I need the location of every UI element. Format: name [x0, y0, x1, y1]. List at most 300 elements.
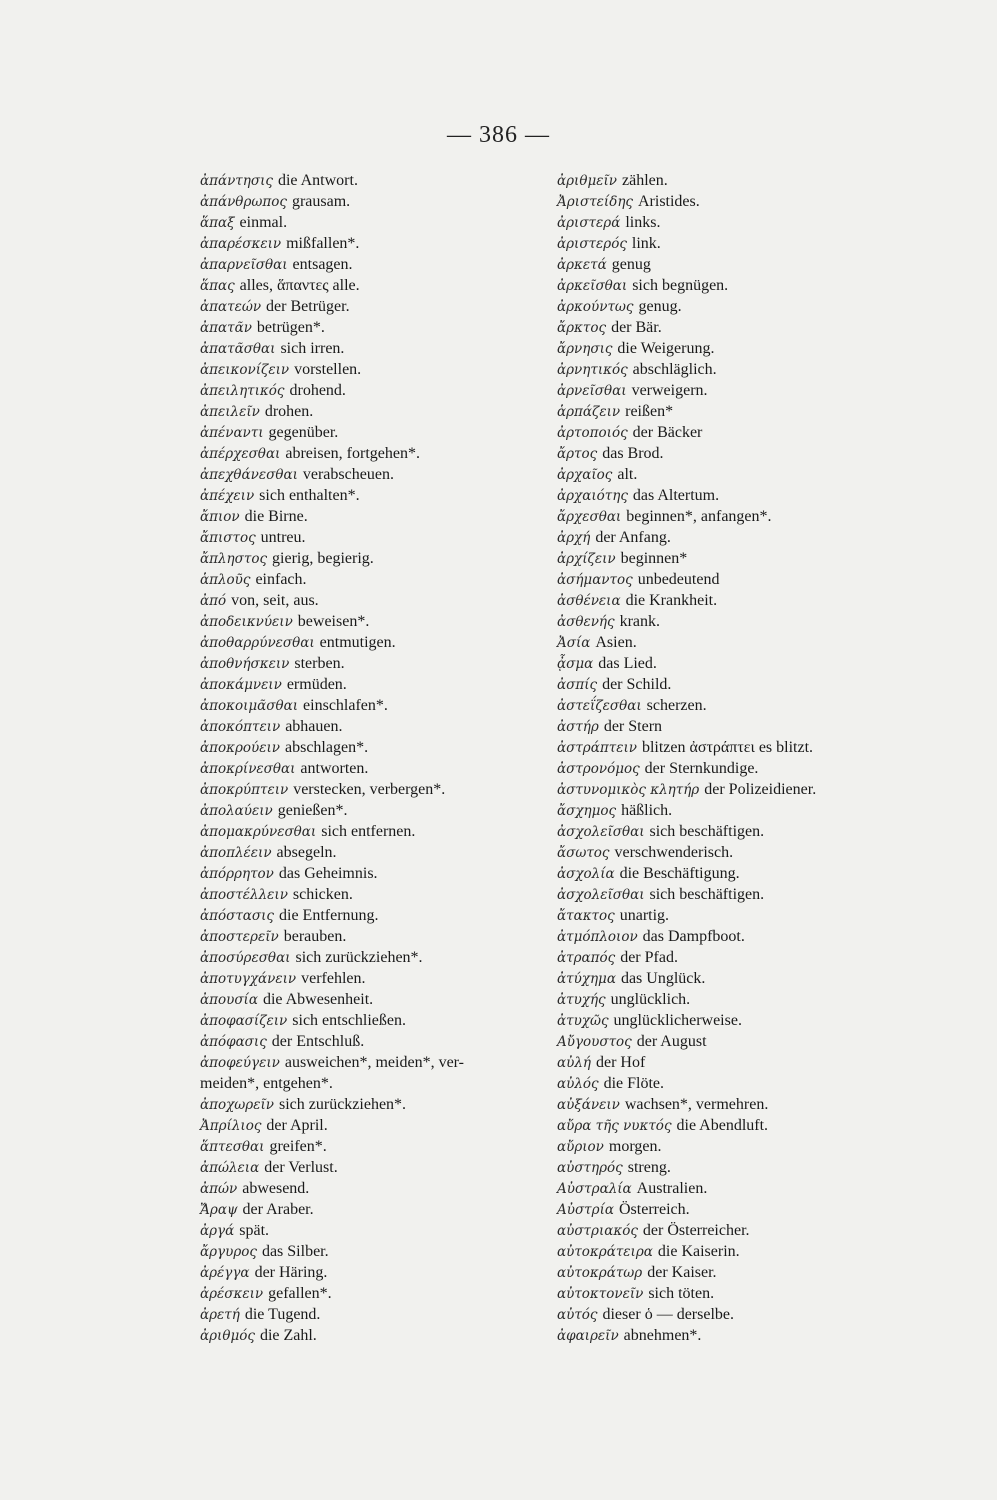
dictionary-entry	[557, 1325, 897, 1346]
greek-headword: Αὔγουστος	[557, 1034, 632, 1050]
greek-headword: ἀτυχῶς	[557, 1013, 609, 1029]
dictionary-entry	[200, 1283, 545, 1304]
dictionary-entry	[557, 317, 897, 338]
dictionary-entry	[200, 905, 545, 926]
german-translation: der Bäcker	[632, 424, 703, 441]
dictionary-entry	[200, 632, 545, 653]
greek-headword: ἄρχεσθαι	[557, 509, 622, 525]
dictionary-entry	[557, 338, 897, 359]
dictionary-entry	[557, 191, 897, 212]
dictionary-entry	[557, 968, 897, 989]
german-translation: schicken.	[292, 886, 353, 903]
dictionary-entry	[200, 212, 545, 233]
greek-headword: ἀπέχειν	[200, 488, 255, 504]
german-translation: vorstellen.	[294, 361, 362, 378]
greek-headword: ἄσωτος	[557, 845, 610, 861]
german-translation: spät.	[239, 1222, 270, 1239]
german-translation: abnehmen*.	[623, 1327, 702, 1344]
german-translation: antworten.	[300, 760, 369, 777]
dictionary-entry	[557, 842, 897, 863]
dictionary-entry	[557, 401, 897, 422]
german-translation: sich begnügen.	[632, 277, 729, 294]
greek-headword: ἀστράπτειν	[557, 740, 637, 756]
greek-headword: ἀποκόπτειν	[200, 719, 281, 735]
dictionary-entry	[557, 170, 897, 191]
greek-headword: ἀπεχθάνεσθαι	[200, 467, 298, 483]
german-translation: sich töten.	[648, 1285, 715, 1302]
dictionary-entry	[557, 296, 897, 317]
greek-headword: ᾆσμα	[557, 656, 594, 672]
greek-headword: ἀσθένεια	[557, 593, 621, 609]
greek-headword: ἀρκεῖσθαι	[557, 278, 628, 294]
greek-headword: ἀποθαρρύνεσθαι	[200, 635, 315, 651]
dictionary-entry	[557, 380, 897, 401]
german-translation: dieser ὁ — derselbe.	[602, 1306, 734, 1323]
greek-headword: αὐλός	[557, 1076, 599, 1092]
dictionary-entry	[557, 485, 897, 506]
dictionary-entry	[557, 233, 897, 254]
german-translation: Aristides.	[637, 193, 700, 210]
greek-headword: ἀστρονόμος	[557, 761, 640, 777]
german-translation: das Altertum.	[632, 487, 720, 504]
greek-headword: αὐστηρός	[557, 1160, 623, 1176]
dictionary-entry	[557, 527, 897, 548]
german-translation: genug.	[638, 298, 682, 315]
greek-headword: αὐλή	[557, 1055, 591, 1071]
german-translation: von, seit, aus.	[231, 592, 319, 609]
greek-headword: ἀπάντησις	[200, 173, 273, 189]
greek-headword: ἁρπάζειν	[557, 404, 621, 420]
greek-headword: ἀποκρίνεσθαι	[200, 761, 296, 777]
greek-headword: ἀπειλεῖν	[200, 404, 260, 420]
german-translation: ausweichen*, meiden*, ver-	[284, 1054, 465, 1071]
greek-headword: ἁπλοῦς	[200, 572, 251, 588]
german-translation: sich beschäftigen.	[649, 886, 765, 903]
dictionary-entry	[200, 1199, 545, 1220]
german-translation: abwesend.	[242, 1180, 310, 1197]
dictionary-entry	[557, 884, 897, 905]
greek-headword: ἀπειλητικός	[200, 383, 285, 399]
german-translation: einfach.	[255, 571, 307, 588]
greek-headword: ἀσήμαντος	[557, 572, 633, 588]
german-translation: grausam.	[291, 193, 351, 210]
greek-headword: ἄρκτος	[557, 320, 607, 336]
dictionary-entry	[200, 1220, 545, 1241]
dictionary-entry	[557, 254, 897, 275]
dictionary-entry	[200, 359, 545, 380]
greek-headword: αὐτοκτονεῖν	[557, 1286, 644, 1302]
dictionary-entry	[557, 1073, 897, 1094]
dictionary-entry	[557, 212, 897, 233]
dictionary-entry	[557, 905, 897, 926]
dictionary-entry	[557, 1283, 897, 1304]
dictionary-entry	[200, 443, 545, 464]
greek-headword: ἀπών	[200, 1181, 238, 1197]
greek-headword: ἀριθμεῖν	[557, 173, 617, 189]
german-translation: sich irren.	[280, 340, 345, 357]
greek-headword: ἀρχαῖος	[557, 467, 613, 483]
german-translation: ermüden.	[286, 676, 347, 693]
german-translation: die Weigerung.	[617, 340, 715, 357]
dictionary-entry	[557, 443, 897, 464]
german-translation: krank.	[619, 613, 660, 630]
dictionary-entry	[200, 590, 545, 611]
german-translation: zählen.	[622, 172, 668, 189]
greek-headword: ἀρχίζειν	[557, 551, 616, 567]
greek-headword: ἀτμόπλοιον	[557, 929, 638, 945]
dictionary-entry	[200, 800, 545, 821]
greek-headword: Ἀριστείδης	[557, 194, 633, 210]
greek-headword: ἀπόστασις	[200, 908, 274, 924]
german-translation: die Beschäftigung.	[619, 865, 740, 882]
dictionary-entry	[200, 1325, 545, 1346]
greek-headword: ἀποκάμνειν	[200, 677, 282, 693]
greek-headword: ἀσχολεῖσθαι	[557, 887, 645, 903]
german-translation: verfehlen.	[301, 970, 366, 987]
greek-headword: αὐτοκράτωρ	[557, 1265, 643, 1281]
german-translation: sich beschäftigen.	[649, 823, 765, 840]
dictionary-entry	[557, 989, 897, 1010]
greek-headword: ἄπληστος	[200, 551, 268, 567]
greek-headword: ἀπώλεια	[200, 1160, 260, 1176]
dictionary-entry	[200, 254, 545, 275]
greek-headword: ἀρχαιότης	[557, 488, 628, 504]
greek-headword: ἀπατᾶν	[200, 320, 252, 336]
german-translation: beginnen*, anfangen*.	[626, 508, 772, 525]
dictionary-entry	[557, 1220, 897, 1241]
greek-headword: ἅπας	[200, 278, 235, 294]
german-translation: gegenüber.	[268, 424, 339, 441]
greek-headword: ἀποφεύγειν	[200, 1055, 280, 1071]
dictionary-entry	[200, 968, 545, 989]
dictionary-entry	[200, 758, 545, 779]
german-translation: der Bär.	[611, 319, 662, 336]
greek-headword: ἀτυχής	[557, 992, 606, 1008]
german-translation: häßlich.	[621, 802, 673, 819]
dictionary-entry	[200, 1115, 545, 1136]
greek-headword: ἀπόφασις	[200, 1034, 267, 1050]
german-translation: reißen*	[625, 403, 674, 420]
dictionary-entry	[200, 569, 545, 590]
dictionary-entry	[557, 926, 897, 947]
dictionary-entry	[557, 674, 897, 695]
dictionary-entry	[557, 863, 897, 884]
greek-headword: ἀρτοποιός	[557, 425, 628, 441]
german-translation: das Unglück.	[620, 970, 706, 987]
greek-headword: ἀσχολία	[557, 866, 615, 882]
german-translation: einschlafen*.	[303, 697, 388, 714]
german-translation: abreisen, fortgehen*.	[285, 445, 420, 462]
german-translation: unglücklich.	[610, 991, 691, 1008]
dictionary-entry	[200, 863, 545, 884]
dictionary-entry	[557, 653, 897, 674]
dictionary-entry	[557, 1010, 897, 1031]
greek-headword: ἀποστέλλειν	[200, 887, 288, 903]
greek-headword: ἀποκρύπτειν	[200, 782, 289, 798]
german-translation: der Hof	[595, 1054, 646, 1071]
dictionary-column-left	[200, 170, 545, 1346]
german-translation: die Birne.	[244, 508, 308, 525]
dictionary-entry	[200, 1241, 545, 1262]
greek-headword: ἀσχολεῖσθαι	[557, 824, 645, 840]
greek-headword: Ἀσία	[557, 635, 591, 651]
german-translation: der Betrüger.	[266, 298, 350, 315]
german-translation: einmal.	[239, 214, 288, 231]
greek-headword: ἄτακτος	[557, 908, 615, 924]
german-translation: das Dampfboot.	[642, 928, 745, 945]
dictionary-entry	[200, 275, 545, 296]
greek-headword: αὔρα τῆς νυκτός	[557, 1118, 672, 1134]
german-translation: sich zurückziehen*.	[279, 1096, 407, 1113]
german-translation: unartig.	[619, 907, 670, 924]
greek-headword: ἀποθνήσκειν	[200, 656, 290, 672]
greek-headword: ἅπαξ	[200, 215, 235, 231]
german-translation: entsagen.	[292, 256, 353, 273]
greek-headword: ἀποπλέειν	[200, 845, 272, 861]
dictionary-entry	[557, 464, 897, 485]
greek-headword: αὐστριακός	[557, 1223, 638, 1239]
german-translation: abschläglich.	[632, 361, 717, 378]
dictionary-entry	[200, 296, 545, 317]
greek-headword: αὐξάνειν	[557, 1097, 620, 1113]
german-translation: alles, ἅπαντες alle.	[239, 277, 360, 294]
german-translation: das Brod.	[602, 445, 664, 462]
dictionary-entry	[200, 1052, 545, 1073]
german-translation: wachsen*, vermehren.	[624, 1096, 769, 1113]
german-translation: genießen*.	[277, 802, 348, 819]
german-translation: blitzen ἀστράπτει es blitzt.	[641, 739, 814, 756]
german-translation: links.	[625, 214, 661, 231]
greek-headword: ἀπέρχεσθαι	[200, 446, 281, 462]
greek-headword: ἀριστερός	[557, 236, 627, 252]
dictionary-entry	[200, 317, 545, 338]
german-translation: betrügen*.	[256, 319, 325, 336]
dictionary-entry	[200, 695, 545, 716]
german-translation: das Lied.	[598, 655, 657, 672]
german-translation: drohend.	[289, 382, 346, 399]
dictionary-entry	[557, 1031, 897, 1052]
german-translation: der Pfad.	[620, 949, 678, 966]
german-translation: die Flöte.	[603, 1075, 665, 1092]
dictionary-entry	[200, 842, 545, 863]
greek-headword: ἀπεικονίζειν	[200, 362, 290, 378]
greek-headword: ἀστήρ	[557, 719, 599, 735]
greek-headword: ἀποκρούειν	[200, 740, 280, 756]
german-translation: morgen.	[608, 1138, 662, 1155]
dictionary-entry	[200, 1157, 545, 1178]
dictionary-entry	[200, 926, 545, 947]
greek-headword: ἀτύχημα	[557, 971, 616, 987]
dictionary-entry	[200, 506, 545, 527]
greek-headword: ἀπατεών	[200, 299, 262, 315]
dictionary-entry	[557, 506, 897, 527]
german-translation: die Antwort.	[277, 172, 358, 189]
german-translation: verschwenderisch.	[614, 844, 734, 861]
greek-headword: ἀρνητικός	[557, 362, 628, 378]
greek-headword: ἀτραπός	[557, 950, 616, 966]
german-translation: sich entschließen.	[292, 1012, 407, 1029]
greek-headword: ἀρνεῖσθαι	[557, 383, 627, 399]
dictionary-entry	[557, 1262, 897, 1283]
german-translation: der Polizeidiener.	[704, 781, 817, 798]
dictionary-entry	[200, 737, 545, 758]
greek-headword: ἄργυρος	[200, 1244, 257, 1260]
dictionary-entry	[200, 989, 545, 1010]
german-translation: der Sternkundige.	[644, 760, 759, 777]
german-translation: verstecken, verbergen*.	[293, 781, 446, 798]
greek-headword: ἀπουσία	[200, 992, 258, 1008]
greek-headword: αὔριον	[557, 1139, 604, 1155]
greek-headword: ἀρέγγα	[200, 1265, 250, 1281]
greek-headword: ἀποδεικνύειν	[200, 614, 293, 630]
dictionary-entry	[557, 1052, 897, 1073]
german-translation: sterben.	[294, 655, 345, 672]
german-translation: der Stern	[603, 718, 663, 735]
greek-headword: ἀρετή	[200, 1307, 240, 1323]
german-translation: sich entfernen.	[321, 823, 416, 840]
dictionary-entry	[557, 800, 897, 821]
dictionary-entry	[200, 1094, 545, 1115]
greek-headword: ἄρνησις	[557, 341, 613, 357]
page-number: — 386 —	[447, 122, 550, 148]
dictionary-entry	[200, 1178, 545, 1199]
greek-headword: ἀποστερεῖν	[200, 929, 279, 945]
greek-headword: ἀποσύρεσθαι	[200, 950, 291, 966]
dictionary-entry	[200, 716, 545, 737]
greek-headword: Ἀπρίλιος	[200, 1118, 262, 1134]
greek-headword: ἀσπίς	[557, 677, 598, 693]
greek-headword: ἀπάνθρωπος	[200, 194, 287, 210]
dictionary-entry	[557, 1199, 897, 1220]
german-translation: Australien.	[636, 1180, 708, 1197]
dictionary-entry	[200, 884, 545, 905]
german-translation: unglücklicherweise.	[613, 1012, 742, 1029]
greek-headword: ἀρέσκειν	[200, 1286, 264, 1302]
german-translation: alt.	[617, 466, 638, 483]
greek-headword: ἄσχημος	[557, 803, 617, 819]
german-translation: der Verlust.	[264, 1159, 338, 1176]
greek-headword: ἄπιστος	[200, 530, 256, 546]
german-translation: sich enthalten*.	[259, 487, 360, 504]
german-translation: verweigern.	[631, 382, 708, 399]
german-translation: die Krankheit.	[625, 592, 718, 609]
german-translation: der August	[636, 1033, 707, 1050]
dictionary-entry	[200, 527, 545, 548]
greek-headword: ἀργά	[200, 1223, 235, 1239]
german-translation: greifen*.	[269, 1138, 327, 1155]
dictionary-entry	[200, 674, 545, 695]
greek-headword: ἀπαρνεῖσθαι	[200, 257, 288, 273]
dictionary-entry	[557, 1136, 897, 1157]
greek-headword: Αὐστραλία	[557, 1181, 632, 1197]
dictionary-entry	[557, 275, 897, 296]
greek-headword: ἀρκετά	[557, 257, 607, 273]
dictionary-entry	[200, 191, 545, 212]
dictionary-entry	[200, 947, 545, 968]
german-translation: abschlagen*.	[285, 739, 369, 756]
dictionary-entry	[200, 611, 545, 632]
dictionary-entry	[200, 779, 545, 800]
greek-headword: Ἄραψ	[200, 1202, 238, 1218]
german-translation: genug	[611, 256, 651, 273]
german-translation: absegeln.	[276, 844, 337, 861]
german-translation: untreu.	[260, 529, 306, 546]
german-translation: die Tugend.	[244, 1306, 321, 1323]
dictionary-entry	[557, 947, 897, 968]
greek-headword: ἀστεΐζεσθαι	[557, 698, 642, 714]
german-translation: der Österreicher.	[642, 1222, 750, 1239]
german-translation: Asien.	[595, 634, 637, 651]
german-translation: Österreich.	[619, 1201, 690, 1218]
greek-headword: ἀποκοιμᾶσθαι	[200, 698, 299, 714]
german-translation: streng.	[627, 1159, 671, 1176]
german-translation: die Entfernung.	[279, 907, 379, 924]
greek-headword: ἀρχή	[557, 530, 591, 546]
german-translation: der Schild.	[602, 676, 672, 693]
dictionary-entry	[200, 548, 545, 569]
german-translation: der Kaiser.	[647, 1264, 717, 1281]
dictionary-entry	[200, 821, 545, 842]
german-translation: abhauen.	[285, 718, 343, 735]
dictionary-entry	[557, 821, 897, 842]
dictionary-entry	[200, 653, 545, 674]
greek-headword: αὐτοκράτειρα	[557, 1244, 653, 1260]
german-translation: beginnen*	[620, 550, 688, 567]
german-translation: gefallen*.	[268, 1285, 332, 1302]
german-translation: berauben.	[283, 928, 347, 945]
dictionary-entry	[557, 569, 897, 590]
greek-headword: ἄρτος	[557, 446, 598, 462]
dictionary-entry	[557, 1094, 897, 1115]
dictionary-entry	[200, 380, 545, 401]
greek-headword: ἅπτεσθαι	[200, 1139, 265, 1155]
dictionary-entry	[200, 485, 545, 506]
dictionary-entry	[557, 1304, 897, 1325]
greek-headword: ἀπομακρύνεσθαι	[200, 824, 317, 840]
dictionary-entry	[557, 716, 897, 737]
greek-headword: ἀπαρέσκειν	[200, 236, 282, 252]
dictionary-entry	[557, 359, 897, 380]
german-translation: der April.	[266, 1117, 328, 1134]
greek-headword: ἀποχωρεῖν	[200, 1097, 274, 1113]
greek-headword: αὐτός	[557, 1307, 598, 1323]
german-translation: link.	[631, 235, 661, 252]
german-translation: verabscheuen.	[302, 466, 394, 483]
greek-headword: ἀπατᾶσθαι	[200, 341, 276, 357]
dictionary-entry	[200, 338, 545, 359]
greek-headword: ἀπολαύειν	[200, 803, 273, 819]
german-translation: scherzen.	[646, 697, 707, 714]
german-translation: das Silber.	[261, 1243, 329, 1260]
german-translation: die Zahl.	[259, 1327, 317, 1344]
german-translation: gierig, begierig.	[272, 550, 374, 567]
dictionary-entry	[557, 737, 897, 758]
dictionary-entry	[557, 611, 897, 632]
german-translation: beweisen*.	[297, 613, 370, 630]
dictionary-entry	[200, 1262, 545, 1283]
german-translation: die Abendluft.	[676, 1117, 769, 1134]
greek-headword: ἀπέναντι	[200, 425, 264, 441]
greek-headword: Αὐστρία	[557, 1202, 614, 1218]
greek-headword: ἀποτυγχάνειν	[200, 971, 297, 987]
german-translation: der Anfang.	[595, 529, 671, 546]
dictionary-entry	[200, 1136, 545, 1157]
dictionary-entry	[200, 464, 545, 485]
dictionary-entry	[557, 590, 897, 611]
dictionary-entry	[200, 1073, 545, 1094]
greek-headword: ἀριστερά	[557, 215, 621, 231]
dictionary-entry	[200, 1010, 545, 1031]
